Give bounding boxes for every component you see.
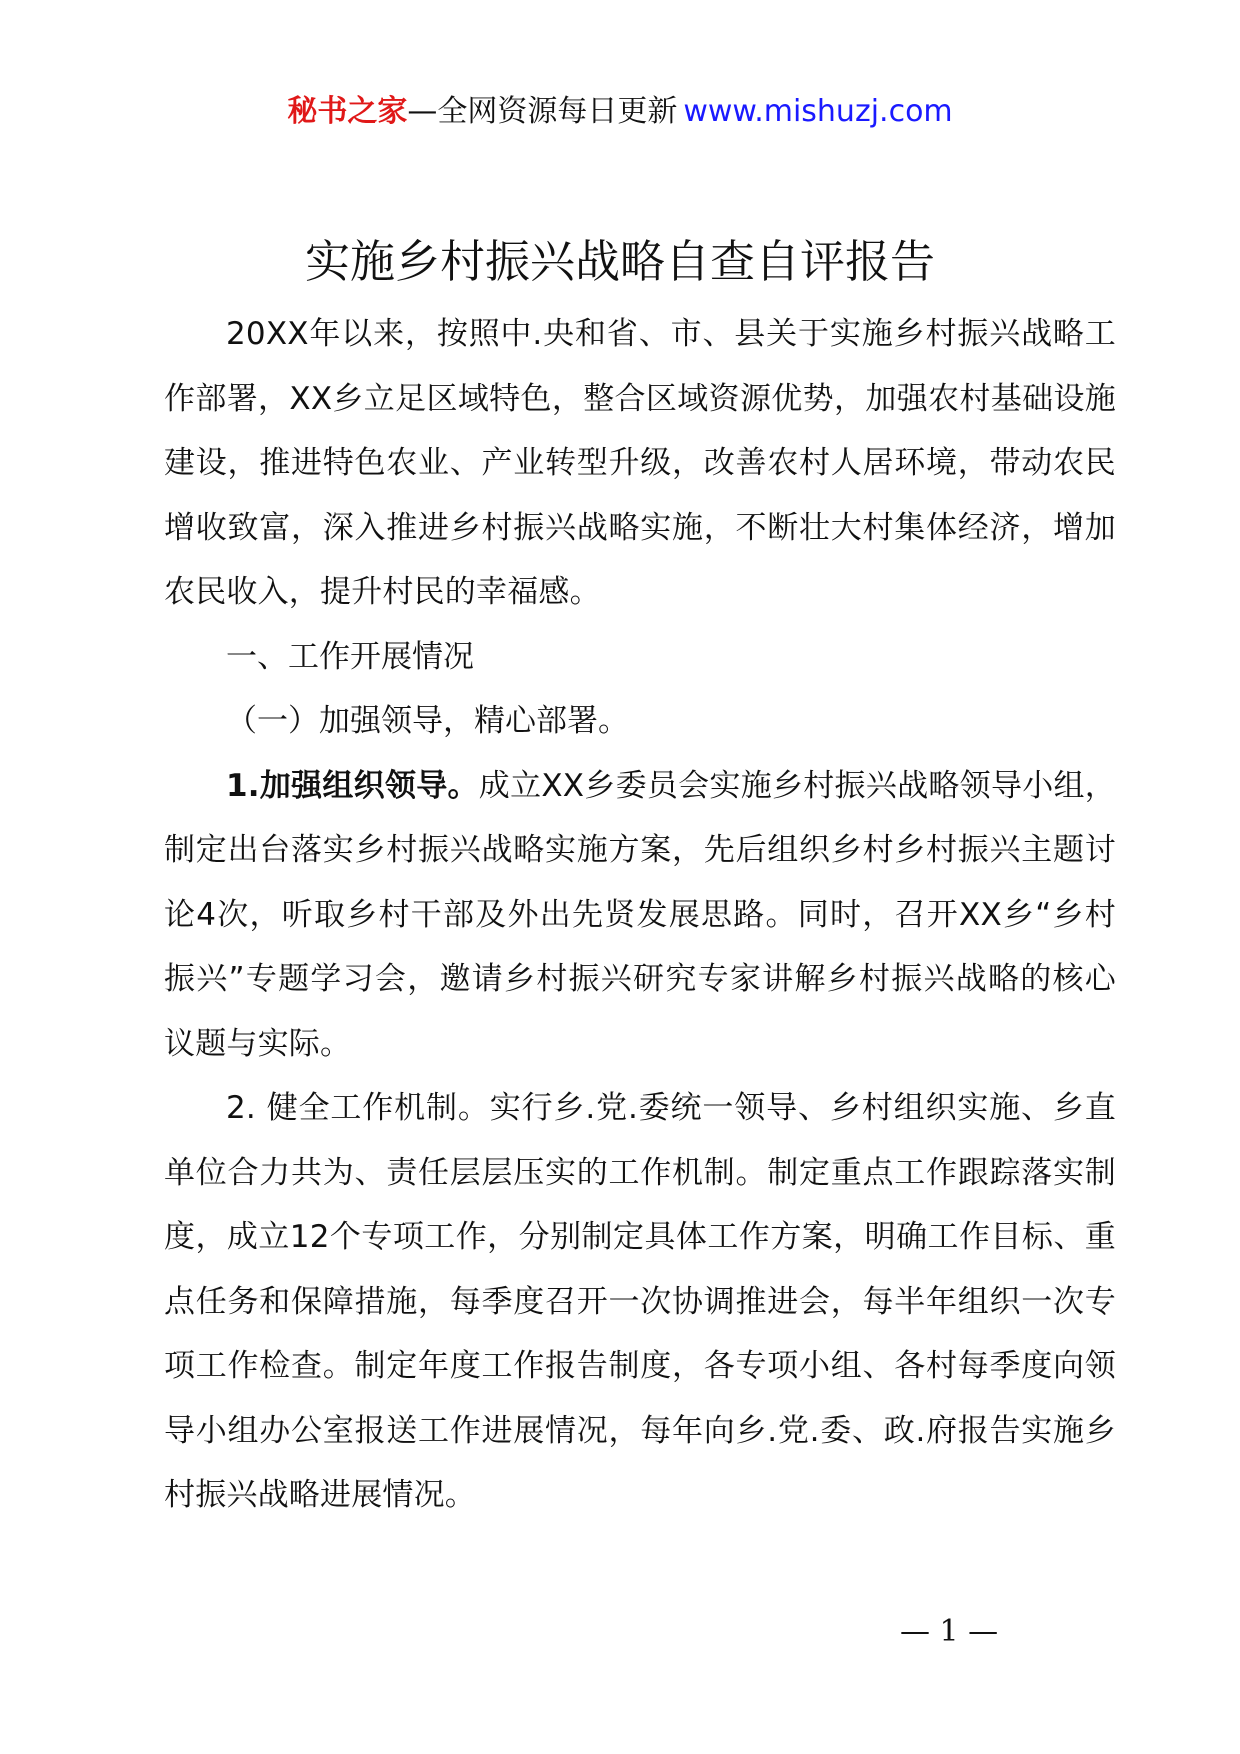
item-lead: 1.加强组织领导。 [226, 767, 479, 804]
item-text: 成立XX乡委员会实施乡村振兴战略领导小组，制定出台落实乡村振兴战略实施方案，先后组织乡村乡村振兴主题讨论4次，听取乡村干部及外出先贤发展思路。同时，召开XX乡“乡村振兴”专题学习会，邀请乡村振兴研究专家讲解乡村振兴战略的核心议题与实际。 [164, 767, 1116, 1062]
item-paragraph: 2. 健全工作机制。实行乡.党.委统一领导、乡村组织实施、乡直单位合力共为、责任层层压实的工作机制。制定重点工作跟踪落实制度，成立12个专项工作，分别制定具体工作方案，明确工作目标、重点任务和保障措施，每季度召开一次协调推进会，每半年组织一次专项工作检查。制定年度工作报告制度，各专项小组、各村每季度向领导小组办公室报送工作进展情况，每年向乡.党.委、政.府报告实施乡村振兴战略进展情况。 [164, 1090, 1116, 1513]
site-header [0, 92, 1240, 132]
item-paragraph [164, 754, 1116, 1077]
document-body [164, 302, 1116, 1528]
site-tagline: —全网资源每日更新 [407, 94, 678, 129]
page-number: — 1 — [900, 1614, 999, 1649]
subsection-heading: （一）加强领导，精心部署。 [226, 703, 629, 739]
section-heading: 一、工作开展情况 [226, 638, 474, 675]
intro-paragraph: 20XX年以来，按照中.央和省、市、县关于实施乡村振兴战略工作部署，XX乡立足区域特色，整合区域资源优势，加强农村基础设施建设，推进特色农业、产业转型升级，改善农村人居环境，带动农民增收致富，深入推进乡村振兴战略实施，不断壮大村集体经济，增加农民收入，提升村民的幸福感。 [164, 316, 1116, 610]
site-brand: 秘书之家 [287, 94, 408, 129]
site-url-link[interactable]: www.mishuzj.com [683, 94, 953, 129]
document-title: 实施乡村振兴战略自查自评报告 [304, 235, 935, 288]
